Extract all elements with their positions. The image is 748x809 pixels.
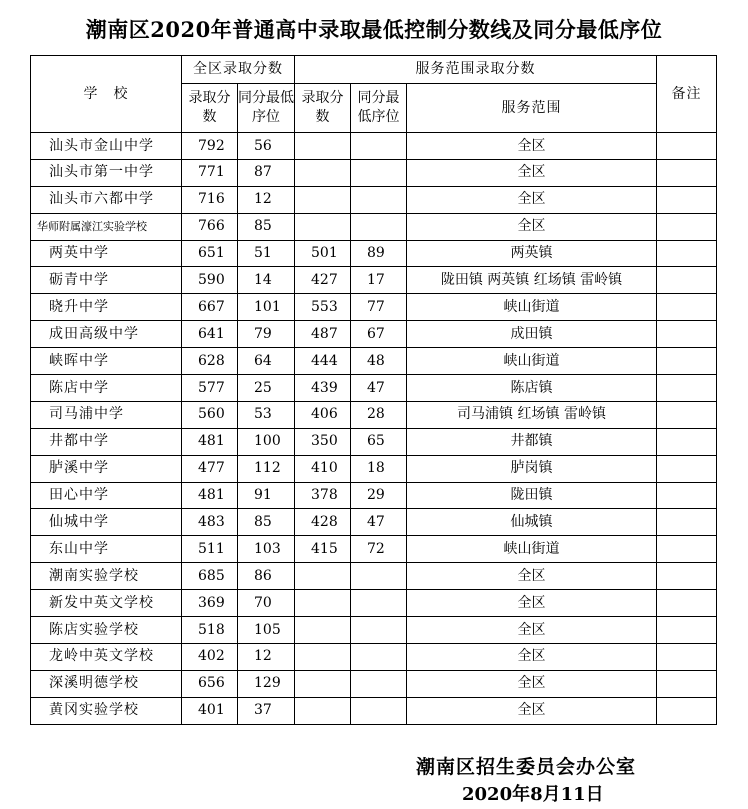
score-cell: 685 [182, 563, 238, 590]
service-score-cell: 501 [295, 240, 351, 267]
service-area-cell: 两英镇 [407, 240, 657, 267]
table-row [31, 267, 717, 294]
service-area-cell: 峡山街道 [407, 348, 657, 375]
school-cell: 峡晖中学 [31, 348, 182, 375]
service-score-cell: 439 [295, 375, 351, 402]
score-cell: 641 [182, 321, 238, 348]
service-area-cell: 仙城镇 [407, 509, 657, 536]
admission-score-table [30, 55, 717, 725]
remark-cell [657, 455, 717, 482]
service-score-cell [295, 186, 351, 213]
remark-cell [657, 536, 717, 563]
rank-cell: 12 [238, 186, 295, 213]
rank-cell: 129 [238, 670, 295, 697]
header-service-rank: 同分最低序位 [351, 84, 407, 133]
school-cell: 黄冈实验学校 [31, 697, 182, 724]
rank-cell: 53 [238, 401, 295, 428]
score-cell: 511 [182, 536, 238, 563]
rank-cell: 51 [238, 240, 295, 267]
service-rank-cell: 48 [351, 348, 407, 375]
service-area-cell: 全区 [407, 670, 657, 697]
score-cell: 560 [182, 401, 238, 428]
rank-cell: 85 [238, 509, 295, 536]
remark-cell [657, 509, 717, 536]
table-row [31, 348, 717, 375]
document-title: 潮南区2020年普通高中录取最低控制分数线及同分最低序位 [85, 17, 663, 42]
school-cell: 陈店中学 [31, 375, 182, 402]
header-service-group: 服务范围录取分数 [295, 56, 657, 84]
service-area-cell: 全区 [407, 133, 657, 160]
service-area-cell: 全区 [407, 617, 657, 644]
service-score-cell: 378 [295, 482, 351, 509]
rank-cell: 79 [238, 321, 295, 348]
service-area-cell: 成田镇 [407, 321, 657, 348]
school-cell: 田心中学 [31, 482, 182, 509]
service-area-cell: 峡山街道 [407, 536, 657, 563]
rank-cell: 105 [238, 617, 295, 644]
service-area-cell: 全区 [407, 643, 657, 670]
service-score-cell: 406 [295, 401, 351, 428]
service-score-cell [295, 590, 351, 617]
rank-cell: 103 [238, 536, 295, 563]
score-cell: 766 [182, 213, 238, 240]
school-cell: 陈店实验学校 [31, 617, 182, 644]
remark-cell [657, 240, 717, 267]
remark-cell [657, 321, 717, 348]
table-row [31, 482, 717, 509]
table-row [31, 509, 717, 536]
service-rank-cell [351, 670, 407, 697]
rank-cell: 25 [238, 375, 295, 402]
service-area-cell: 陇田镇 [407, 482, 657, 509]
service-score-cell [295, 643, 351, 670]
score-cell: 590 [182, 267, 238, 294]
score-cell: 716 [182, 186, 238, 213]
school-cell: 晓升中学 [31, 294, 182, 321]
service-rank-cell: 28 [351, 401, 407, 428]
school-cell: 砺青中学 [31, 267, 182, 294]
service-score-cell [295, 159, 351, 186]
remark-cell [657, 590, 717, 617]
table-row [31, 670, 717, 697]
table-row [31, 697, 717, 724]
school-cell: 新发中英文学校 [31, 590, 182, 617]
service-score-cell: 553 [295, 294, 351, 321]
remark-cell [657, 213, 717, 240]
remark-cell [657, 617, 717, 644]
school-cell: 胪溪中学 [31, 455, 182, 482]
school-cell: 汕头市第一中学 [31, 159, 182, 186]
service-rank-cell [351, 563, 407, 590]
service-area-cell: 胪岗镇 [407, 455, 657, 482]
service-score-cell: 487 [295, 321, 351, 348]
service-area-cell: 司马浦镇 红场镇 雷岭镇 [407, 401, 657, 428]
service-rank-cell: 18 [351, 455, 407, 482]
service-rank-cell [351, 697, 407, 724]
service-rank-cell [351, 186, 407, 213]
service-rank-cell: 67 [351, 321, 407, 348]
service-score-cell [295, 213, 351, 240]
table-row [31, 294, 717, 321]
service-rank-cell: 72 [351, 536, 407, 563]
service-score-cell: 350 [295, 428, 351, 455]
remark-cell [657, 670, 717, 697]
table-row [31, 536, 717, 563]
score-cell: 483 [182, 509, 238, 536]
service-area-cell: 全区 [407, 159, 657, 186]
service-score-cell: 415 [295, 536, 351, 563]
table-row [31, 455, 717, 482]
table-row [31, 590, 717, 617]
rank-cell: 12 [238, 643, 295, 670]
score-cell: 771 [182, 159, 238, 186]
service-rank-cell [351, 213, 407, 240]
school-cell: 两英中学 [31, 240, 182, 267]
school-cell: 龙岭中英文学校 [31, 643, 182, 670]
table-row [31, 321, 717, 348]
table-row [31, 428, 717, 455]
rank-cell: 91 [238, 482, 295, 509]
score-cell: 402 [182, 643, 238, 670]
remark-cell [657, 294, 717, 321]
table-body [31, 133, 717, 725]
rank-cell: 85 [238, 213, 295, 240]
service-score-cell: 427 [295, 267, 351, 294]
table-row [31, 159, 717, 186]
header-service-area: 服务范围 [407, 84, 657, 133]
service-rank-cell: 77 [351, 294, 407, 321]
header-rank: 同分最低序位 [238, 84, 295, 133]
service-rank-cell [351, 617, 407, 644]
school-cell: 潮南实验学校 [31, 563, 182, 590]
rank-cell: 112 [238, 455, 295, 482]
service-area-cell: 全区 [407, 213, 657, 240]
school-cell: 汕头市六都中学 [31, 186, 182, 213]
service-area-cell: 陇田镇 两英镇 红场镇 雷岭镇 [407, 267, 657, 294]
rank-cell: 86 [238, 563, 295, 590]
remark-cell [657, 428, 717, 455]
remark-cell [657, 563, 717, 590]
remark-cell [657, 401, 717, 428]
service-score-cell [295, 617, 351, 644]
remark-cell [657, 643, 717, 670]
service-score-cell [295, 563, 351, 590]
school-cell: 成田高级中学 [31, 321, 182, 348]
service-rank-cell [351, 590, 407, 617]
table-row [31, 375, 717, 402]
header-service-score: 录取分数 [295, 84, 351, 133]
table-row [31, 563, 717, 590]
score-cell: 477 [182, 455, 238, 482]
school-cell: 汕头市金山中学 [31, 133, 182, 160]
service-area-cell: 全区 [407, 590, 657, 617]
service-rank-cell: 29 [351, 482, 407, 509]
service-rank-cell [351, 643, 407, 670]
issue-date: 2020年8月11日 [462, 784, 604, 805]
service-area-cell: 全区 [407, 697, 657, 724]
rank-cell: 37 [238, 697, 295, 724]
remark-cell [657, 267, 717, 294]
score-cell: 369 [182, 590, 238, 617]
school-cell: 东山中学 [31, 536, 182, 563]
table-row [31, 213, 717, 240]
rank-cell: 101 [238, 294, 295, 321]
school-cell: 司马浦中学 [31, 401, 182, 428]
service-score-cell: 428 [295, 509, 351, 536]
service-area-cell: 陈店镇 [407, 375, 657, 402]
remark-cell [657, 159, 717, 186]
service-score-cell: 444 [295, 348, 351, 375]
remark-cell [657, 697, 717, 724]
school-cell: 深溪明德学校 [31, 670, 182, 697]
service-area-cell: 全区 [407, 186, 657, 213]
service-rank-cell [351, 133, 407, 160]
score-cell: 667 [182, 294, 238, 321]
remark-cell [657, 186, 717, 213]
rank-cell: 14 [238, 267, 295, 294]
header-score: 录取分数 [182, 84, 238, 133]
header-remark: 备注 [657, 56, 717, 133]
score-cell: 792 [182, 133, 238, 160]
issuing-office: 潮南区招生委员会办公室 [416, 756, 637, 778]
table-row [31, 240, 717, 267]
school-cell: 仙城中学 [31, 509, 182, 536]
service-rank-cell: 89 [351, 240, 407, 267]
score-cell: 656 [182, 670, 238, 697]
remark-cell [657, 348, 717, 375]
remark-cell [657, 482, 717, 509]
table-row [31, 401, 717, 428]
rank-cell: 64 [238, 348, 295, 375]
score-cell: 401 [182, 697, 238, 724]
service-rank-cell: 65 [351, 428, 407, 455]
service-score-cell [295, 670, 351, 697]
rank-cell: 87 [238, 159, 295, 186]
header-school: 学 校 [31, 56, 182, 133]
header-district-group: 全区录取分数 [182, 56, 295, 84]
service-area-cell: 全区 [407, 563, 657, 590]
remark-cell [657, 375, 717, 402]
rank-cell: 100 [238, 428, 295, 455]
service-area-cell: 峡山街道 [407, 294, 657, 321]
score-cell: 651 [182, 240, 238, 267]
table-row [31, 643, 717, 670]
service-rank-cell: 47 [351, 375, 407, 402]
school-cell: 井都中学 [31, 428, 182, 455]
score-cell: 628 [182, 348, 238, 375]
service-rank-cell [351, 159, 407, 186]
service-rank-cell: 17 [351, 267, 407, 294]
table-row [31, 617, 717, 644]
service-score-cell: 410 [295, 455, 351, 482]
remark-cell [657, 133, 717, 160]
score-cell: 577 [182, 375, 238, 402]
rank-cell: 70 [238, 590, 295, 617]
score-cell: 481 [182, 428, 238, 455]
score-cell: 481 [182, 482, 238, 509]
service-score-cell [295, 133, 351, 160]
rank-cell: 56 [238, 133, 295, 160]
score-cell: 518 [182, 617, 238, 644]
school-cell: 华师附属濠江实验学校 [31, 213, 182, 240]
table-row [31, 133, 717, 160]
table-row [31, 186, 717, 213]
service-score-cell [295, 697, 351, 724]
service-area-cell: 井都镇 [407, 428, 657, 455]
service-rank-cell: 47 [351, 509, 407, 536]
